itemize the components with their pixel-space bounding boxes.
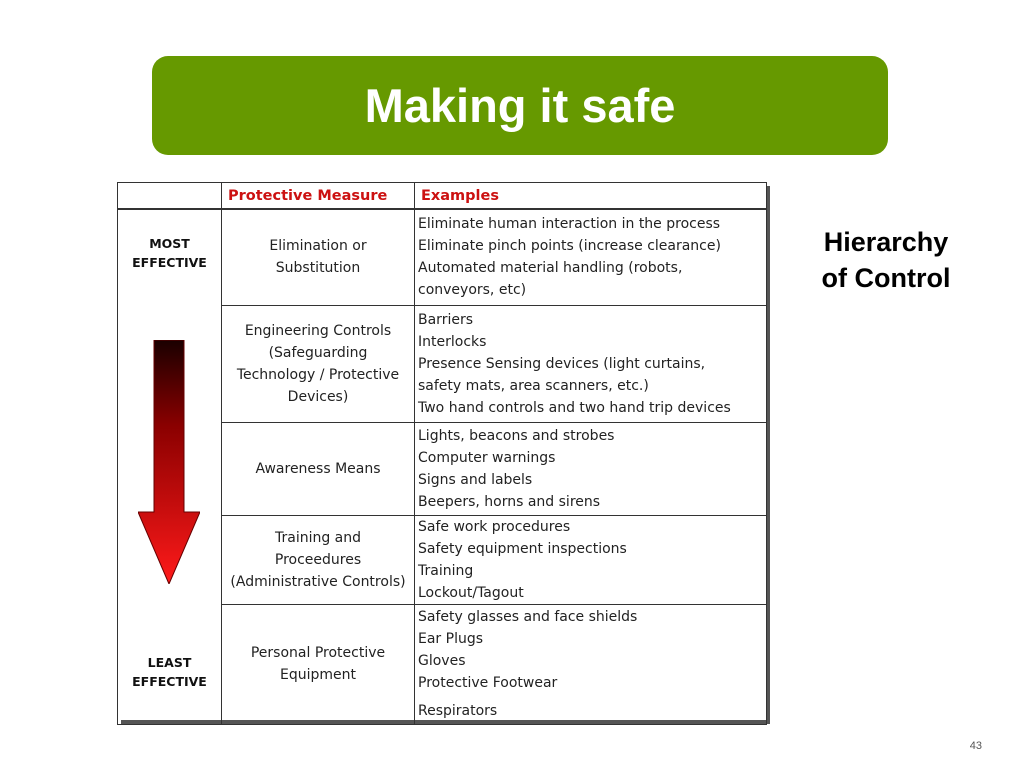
measure-cell: Training and Proceedures (Administrative Controls): [222, 515, 415, 604]
examples-cell: Safety glasses and face shields Ear Plugs Gloves Protective Footwear Respirators: [415, 604, 767, 724]
header-examples: Examples: [415, 183, 767, 210]
table-header-row: [118, 183, 767, 210]
table-row: [118, 209, 767, 305]
examples-cell: Safe work procedures Safety equipment inspections Training Lockout/Tagout: [415, 515, 767, 604]
hierarchy-table: [117, 182, 767, 725]
title-banner: [152, 56, 888, 155]
page-number: 43: [969, 740, 982, 752]
hierarchy-of-control-label: Hierarchy of Control: [821, 227, 951, 293]
measure-cell: Elimination or Substitution: [222, 209, 415, 305]
examples-cell: Lights, beacons and strobes Computer warnings Signs and labels Beepers, horns and sirens: [415, 422, 767, 515]
slide-title: Making it safe: [364, 79, 676, 132]
examples-cell: Eliminate human interaction in the process Eliminate pinch points (increase clearance) Automated material handling (robots, conveyors, etc): [415, 209, 767, 305]
header-blank-cell: [118, 183, 222, 210]
measure-cell: Engineering Controls (Safeguarding Technology / Protective Devices): [222, 305, 415, 422]
examples-cell: Barriers Interlocks Presence Sensing devices (light curtains, safety mats, area scanners, etc.) Two hand controls and two hand trip devices: [415, 305, 767, 422]
down-arrow-icon: [138, 340, 200, 584]
most-effective-label: MOST EFFECTIVE: [132, 236, 207, 270]
effectiveness-column: [118, 209, 222, 724]
least-effective-label: LEAST EFFECTIVE: [132, 655, 207, 689]
measure-cell: Personal Protective Equipment: [222, 604, 415, 724]
header-protective-measure: Protective Measure: [222, 183, 415, 210]
measure-cell: Awareness Means: [222, 422, 415, 515]
hierarchy-table-container: [117, 182, 766, 720]
